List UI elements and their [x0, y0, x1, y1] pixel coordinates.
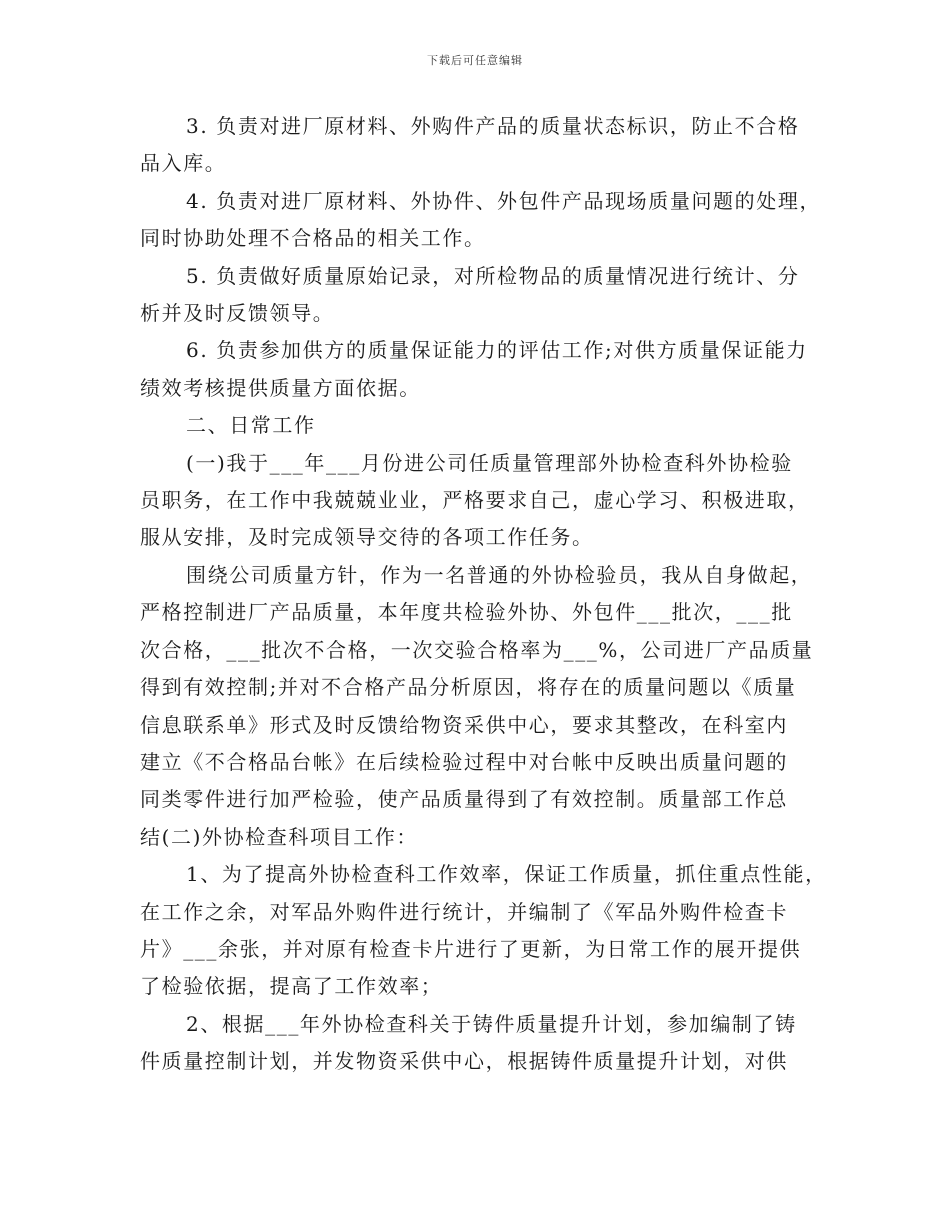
paragraph-line: 同类零件进行加严检验，使产品质量得到了有效控制。质量部工作总 [140, 787, 788, 812]
page-header: 下载后可任意编辑 [427, 54, 523, 67]
paragraph-line: 2、根据___年外协检查科关于铸件质量提升计划，参加编制了铸 [186, 1011, 797, 1036]
paragraph-line: 件质量控制计划，并发物资采供中心，根据铸件质量提升计划，对供 [140, 1049, 788, 1074]
section-heading: 二、日常工作 [186, 413, 316, 438]
paragraph-line: 结(二)外协检查科项目工作： [140, 824, 419, 849]
paragraph-line: 品入库。 [140, 151, 227, 176]
paragraph-line: 片》___余张，并对原有检查卡片进行了更新，为日常工作的展开提供 [140, 936, 802, 961]
paragraph-line: 严格控制进厂产品质量，本年度共检验外协、外包件___批次，___批 [140, 600, 793, 625]
paragraph-line: 1、为了提高外协检查科工作效率，保证工作质量，抓住重点性能， [186, 862, 827, 887]
paragraph-line: 得到有效控制;并对不合格产品分析原因，将存在的质量问题以《质量 [140, 675, 797, 700]
paragraph-line: 5. 负责做好质量原始记录，对所检物品的质量情况进行统计、分 [186, 263, 800, 288]
paragraph-line: 服从安排，及时完成领导交待的各项工作任务。 [140, 525, 594, 550]
paragraph-line: 在工作之余，对军品外购件进行统计，并编制了《军品外购件检查卡 [140, 899, 788, 924]
paragraph-line: 6. 负责参加供方的质量保证能力的评估工作;对供方质量保证能力 [186, 338, 808, 363]
paragraph-line: 次合格，___批次不合格，一次交验合格率为___%，公司进厂产品质量 [140, 637, 814, 662]
paragraph-line: 建立《不合格品台帐》在后续检验过程中对台帐中反映出质量问题的 [140, 749, 788, 774]
paragraph-line: 3. 负责对进厂原材料、外购件产品的质量状态标识，防止不合格 [186, 114, 800, 138]
paragraph-line: 了检验依据，提高了工作效率； [140, 974, 443, 999]
paragraph-line: 同时协助处理不合格品的相关工作。 [140, 226, 486, 251]
paragraph-line: 析并及时反馈领导。 [140, 301, 335, 326]
document-body [140, 108, 830, 1081]
paragraph-line: 4. 负责对进厂原材料、外协件、外包件产品现场质量问题的处理， [186, 188, 822, 213]
paragraph-line: 围绕公司质量方针，作为一名普通的外协检验员，我从自身做起， [186, 562, 813, 587]
paragraph-line: 员职务，在工作中我兢兢业业，严格要求自己，虚心学习、积极进取， [140, 488, 810, 513]
paragraph-line: (一)我于___年___月份进公司任质量管理部外协检查科外协检验 [186, 450, 793, 475]
paragraph-line: 绩效考核提供质量方面依据。 [140, 375, 421, 400]
paragraph-line: 信息联系单》形式及时反馈给物资采供中心，要求其整改，在科室内 [140, 712, 788, 737]
